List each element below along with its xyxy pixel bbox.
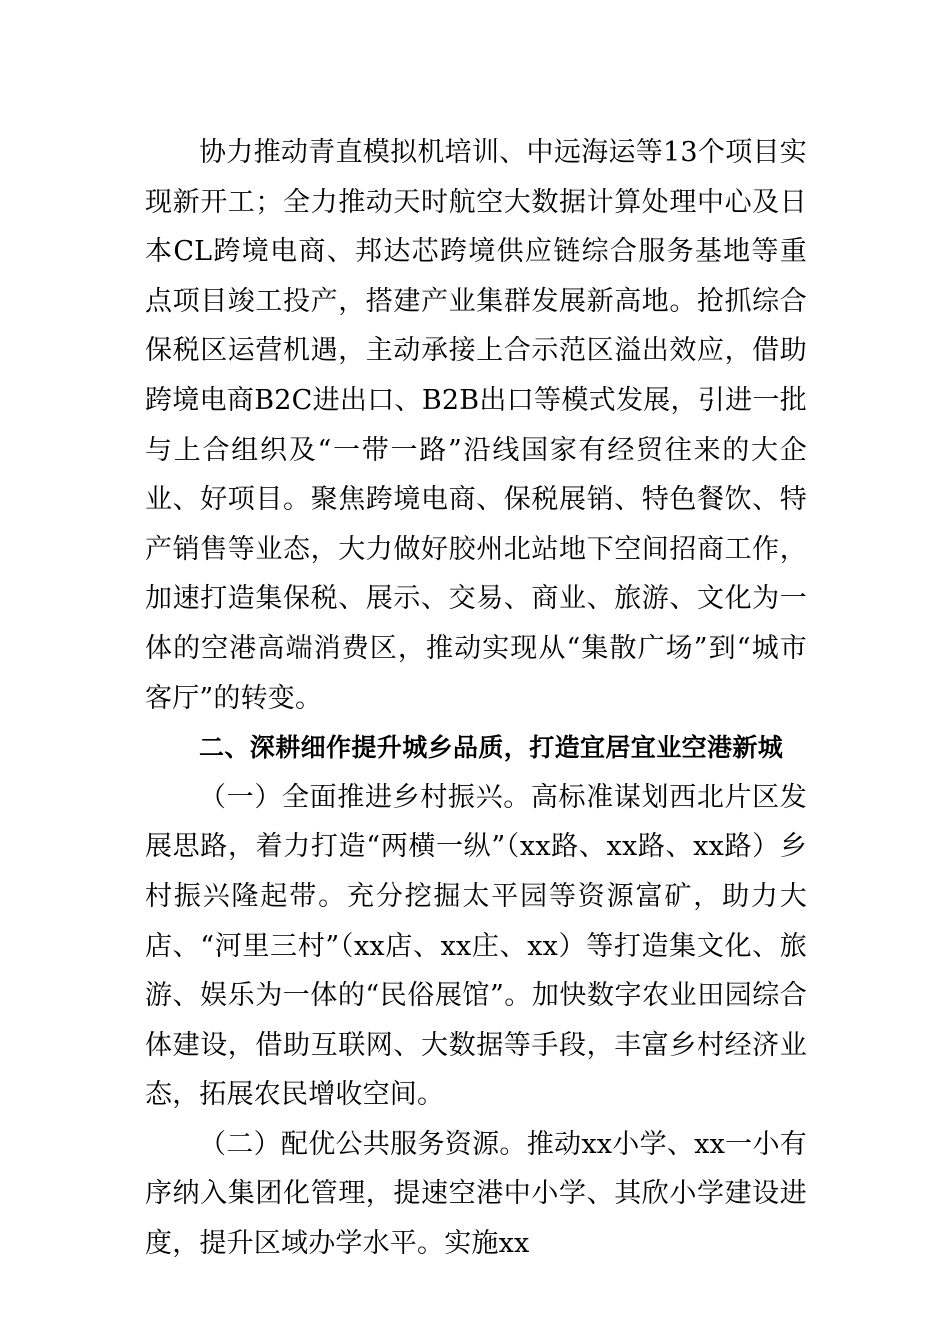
section-heading: 二、深耕细作提升城乡品质，打造宜居宜业空港新城 [199, 733, 784, 763]
body-paragraph-rural-revitalization: （一）全面推进乡村振兴。高标准谋划西北片区发展思路，着力打造“两横一纵”（xx路、xx路、xx路）乡村振兴隆起带。充分挖掘太平园等资源富矿，助力大店、“河里三村”（xx店、xx庄、xx）等打造集文化、旅游、娱乐为一体的“民俗展馆”。加快数字农业田园综合体建设，借助互联网、大数据等手段，丰富乡村经济业态，拓展农民增收空间。 [145, 781, 807, 1111]
body-paragraph-public-services: （二）配优公共服务资源。推动xx小学、xx一小有序纳入集团化管理，提速空港中小学、其欣小学建设进度，提升区域办学水平。实施xx [145, 1128, 807, 1260]
body-paragraph-projects: 协力推动青直模拟机培训、中远海运等13个项目实现新开工；全力推动天时航空大数据计算处理中心及日本CL跨境电商、邦达芯跨境供应链综合服务基地等重点项目竣工投产，搭建产业集群发展新高地。抢抓综合保税区运营机遇，主动承接上合示范区溢出效应，借助跨境电商B2C进出口、B2B出口等模式发展，引进一批与上合组织及“一带一路”沿线国家有经贸往来的大企业、好项目。聚焦跨境电商、保税展销、特色餐饮、特产销售等业态，大力做好胶州北站地下空间招商工作，加速打造集保税、展示、交易、商业、旅游、文化为一体的空港高端消费区，推动实现从“集散广场”到“城市客厅”的转变。 [145, 137, 807, 714]
document-body [145, 128, 807, 1269]
